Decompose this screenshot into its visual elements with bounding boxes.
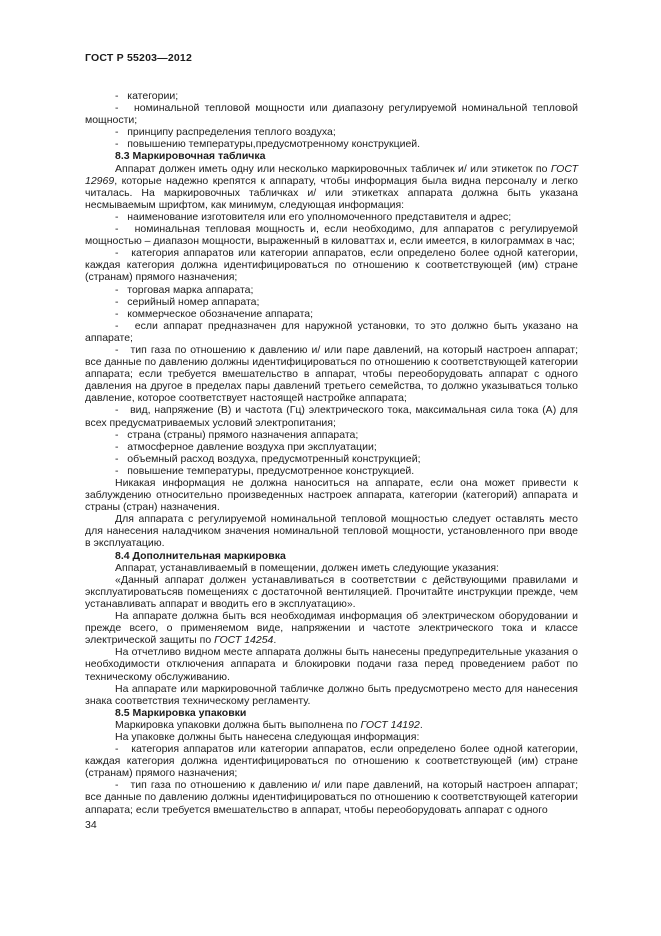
list-item (85, 308, 578, 320)
text-run: - категории; (115, 90, 179, 102)
paragraph (85, 646, 578, 682)
paragraph (85, 719, 578, 731)
text-run: - номинальной тепловой мощности или диапазону регулируемой номинальной тепловой мощности; (85, 102, 578, 127)
list-item (85, 247, 578, 283)
text-run: Аппарат должен иметь одну или несколько маркировочных табличек и/ или этикеток по (115, 162, 551, 175)
text-run: - страна (страны) прямого назначения аппарата; (115, 428, 359, 441)
list-item (85, 138, 578, 150)
text-run: - вид, напряжение (В) и частота (Гц) электрического тока, максимальная сила тока (А) для всех предусматриваемых условий электропитания; (85, 404, 578, 429)
list-item (85, 90, 578, 102)
text-run: На аппарате или маркировочной табличке должно быть предусмотрено место для нанесения знака соответствия техническому регламенту. (85, 682, 578, 707)
paragraph (85, 683, 578, 707)
list-item (85, 743, 578, 779)
text-run: - торговая марка аппарата; (115, 283, 254, 296)
paragraph (85, 562, 578, 574)
text-run: . (273, 634, 277, 647)
document-content (85, 90, 578, 816)
text-run: Никакая информация не должна наноситься на аппарате, если она может привести к заблуждению относительно произведенных настроек аппарата, категории (категорий) аппарата и страны (стран) назначения. (85, 477, 578, 514)
list-item (85, 404, 578, 428)
text-run: - коммерческое обозначение аппарата; (115, 307, 314, 320)
section-heading (85, 550, 578, 562)
text-run: - принципу распределения теплого воздуха; (115, 126, 336, 139)
list-item (85, 453, 578, 465)
text-run: Для аппарата с регулируемой номинальной тепловой мощностью следует оставлять место для нанесения наладчиком значения номинальной тепловой мощности, установленного при вводе в эксплуатацию. (85, 513, 578, 550)
text-run: - категория аппаратов или категории аппаратов, если определено более одной категории, каждая категория должна идентифицироваться по отношению к соответствующей (им) стране (странам) прямого назначения; (85, 743, 578, 780)
list-item (85, 126, 578, 138)
paragraph (85, 731, 578, 743)
text-run: «Данный аппарат должен устанавливаться в соответствии с действующими правилами и эксплуатироватьсяв помещениях с достаточной вентиляцией. Прочитайте инструкции прежде, чем устанавливать аппарат и вводить его в эксплуатацию». (85, 573, 578, 610)
text-run: 8.3 Маркировочная табличка (115, 150, 266, 163)
text-run: - повышению температуры,предусмотренному конструкцией. (115, 138, 421, 151)
text-run: - повышение температуры, предусмотренное конструкцией. (115, 464, 415, 477)
text-run: На упаковке должны быть нанесена следующая информация: (115, 730, 420, 743)
text-run: 8.4 Дополнительная маркировка (115, 549, 286, 562)
list-item (85, 284, 578, 296)
list-item (85, 211, 578, 223)
paragraph (85, 574, 578, 610)
text-run: На отчетливо видном месте аппарата должны быть нанесены предупредительные указания о необходимости отключения аппарата и блокировки подачи газа перед проведением работ по техническому обслуживанию. (85, 646, 578, 683)
standard-reference: ГОСТ 14192 (360, 718, 420, 731)
text-run: . (419, 718, 423, 731)
section-heading (85, 150, 578, 162)
text-run: 8.5 Маркировка упаковки (115, 706, 247, 719)
section-heading (85, 707, 578, 719)
paragraph (85, 610, 578, 646)
list-item (85, 223, 578, 247)
list-item (85, 296, 578, 308)
list-item (85, 320, 578, 344)
text-run: - если аппарат предназначен для наружной установки, то это должно быть указано на аппарате; (85, 319, 578, 344)
text-run: - серийный номер аппарата; (115, 295, 260, 308)
text-run: - номинальная тепловая мощность и, если необходимо, для аппаратов с регулируемой мощностью – диапазон мощности, выраженный в киловаттах и, если имеется, в килограммах в час; (85, 223, 578, 248)
page-number: 34 (85, 818, 97, 831)
list-item (85, 429, 578, 441)
paragraph (85, 513, 578, 549)
text-run: - объемный расход воздуха, предусмотренный конструкцией; (115, 452, 421, 465)
list-item (85, 441, 578, 453)
standard-reference: ГОСТ 12969 (85, 162, 578, 187)
standard-reference: ГОСТ 14254 (214, 634, 274, 647)
text-run: На аппарате должна быть вся необходимая информация об электрическом оборудовании и прежде всего, о применяемом виде, напряжении и частоте электрического тока и классе электрической защиты по (85, 610, 578, 647)
list-item (85, 344, 578, 404)
list-item (85, 102, 578, 126)
text-run: , которые надежно крепятся к аппарату, чтобы информация была видна персоналу и легко читалась. На маркировочных табличках и/ или этикетках аппарата должна быть указана несмываемым шрифтом, как минимум, следующая информация: (85, 174, 578, 211)
text-run: - тип газа по отношению к давлению и/ или паре давлений, на который настроен аппарат; все данные по давлению должны идентифицироваться по отношению к соответствующей категории аппарата; если требуется вмешательство в аппарат, чтобы переоборудовать аппарат с одного давления на другое в пределах пары давлений третьего семейства, то должно указываться только давление, которое соответствует настоящей настройке аппарата; (85, 343, 578, 405)
text-run: - наименование изготовителя или его уполномоченного представителя и адрес; (115, 210, 512, 223)
list-item (85, 779, 578, 815)
document-header: ГОСТ Р 55203—2012 (85, 52, 193, 64)
text-run: Аппарат, устанавливаемый в помещении, должен иметь следующие указания: (115, 561, 499, 574)
list-item (85, 465, 578, 477)
text-run: - атмосферное давление воздуха при эксплуатации; (115, 440, 377, 453)
paragraph (85, 477, 578, 513)
text-run: Маркировка упаковки должна быть выполнена по (115, 718, 361, 731)
text-run: - тип газа по отношению к давлению и/ или паре давлений, на который настроен аппарат; все данные по давлению должны идентифицироваться по отношению к соответствующей категории аппарата; если требуется вмешательство в аппарат, чтобы переоборудовать аппарат с одного (85, 779, 578, 816)
text-run: - категория аппаратов или категории аппаратов, если определено более одной категории, каждая категория должна идентифицироваться по отношению к соответствующей (им) стране (странам) прямого назначения; (85, 247, 578, 284)
paragraph (85, 163, 578, 211)
